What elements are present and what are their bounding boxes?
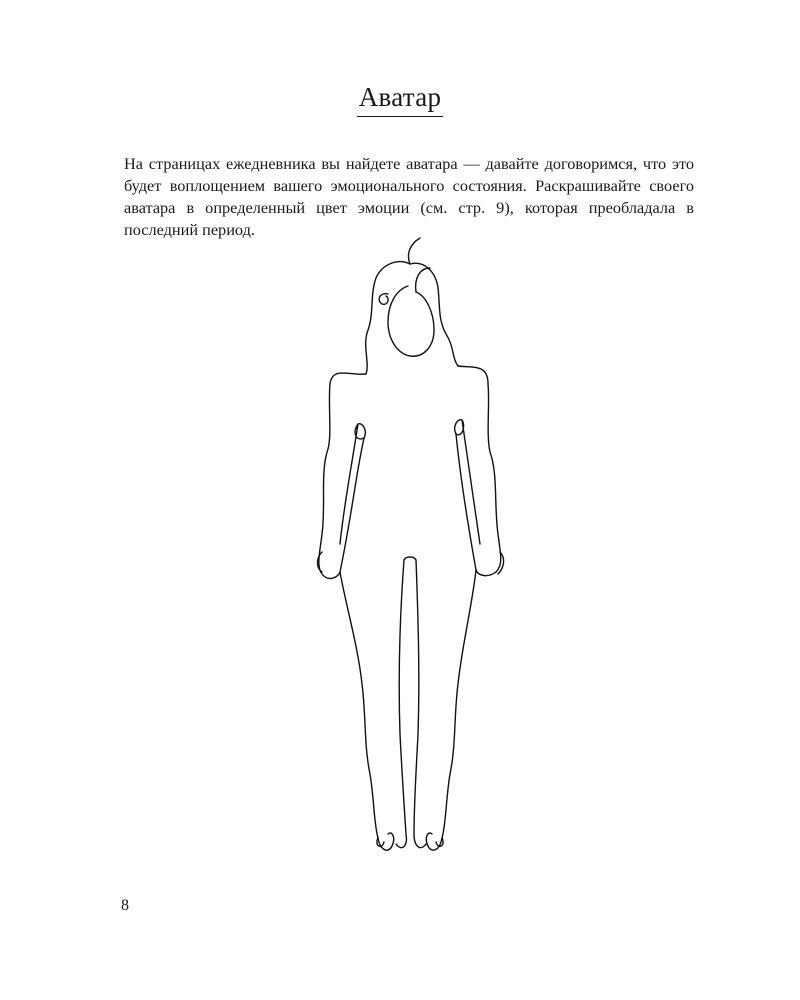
intro-paragraph: На страницах ежедневника вы найдете аватара — давайте договоримся, что это будет воплощением вашего эмоционального состояния. Раскрашивайте своего аватара в определенный цвет эмоции (см. стр. 9), которая преобладала в последний период. [124, 154, 694, 239]
page-number: 8 [121, 897, 129, 914]
page-title: Аватар [357, 82, 444, 117]
title-container [0, 82, 800, 117]
female-figure-outline-icon [310, 234, 510, 864]
avatar-illustration [310, 234, 510, 864]
